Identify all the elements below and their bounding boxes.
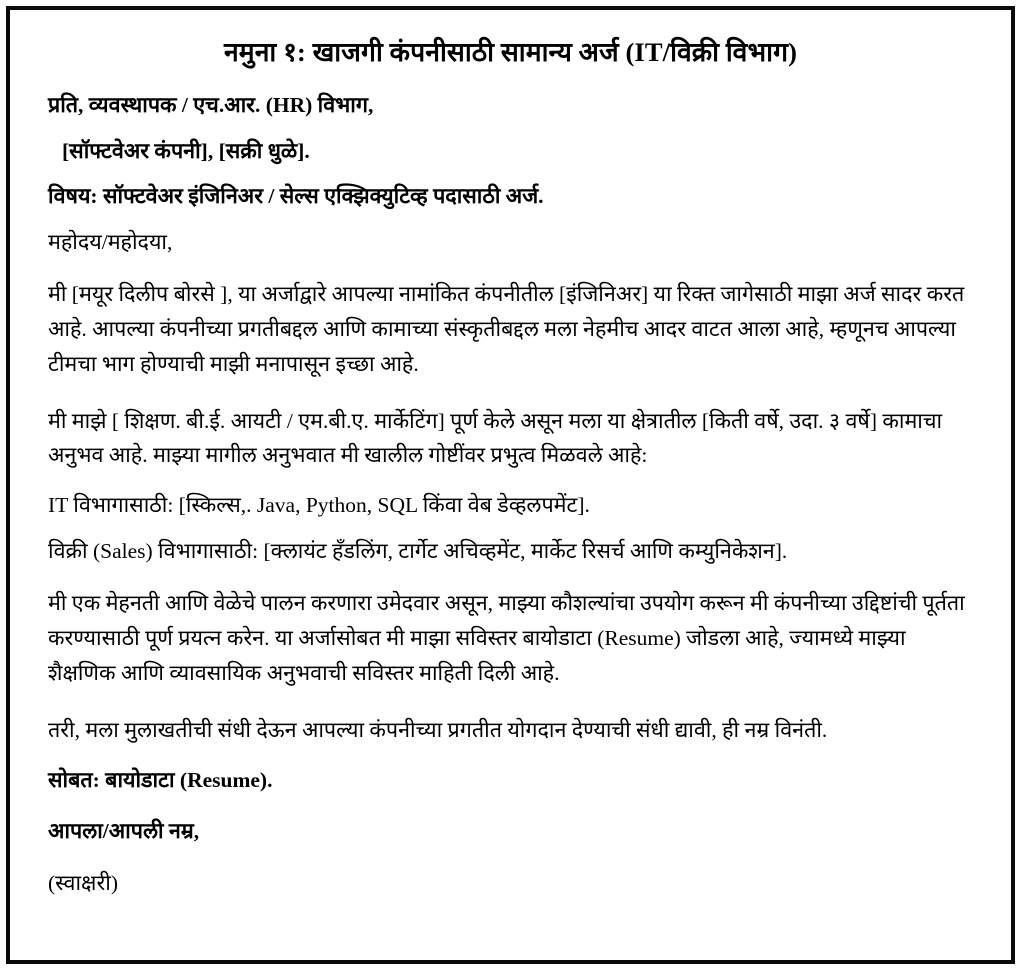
body-paragraph-3: मी एक मेहनती आणि वेळेचे पालन करणारा उमेदवार असून, माझ्या कौशल्यांचा उपयोग करून मी कंपनीच्या उद्दिष्टांची पूर्तता करण्यासाठी पूर्ण प्रयत्न करेन. या अर्जासोबत मी माझा सविस्तर बायोडाटा (Resume) जोडला आहे, ज्यामध्ये माझ्या शैक्षणिक आणि व्यावसायिक अनुभवाची सविस्तर माहिती दिली आहे. — [48, 591, 965, 685]
body-paragraph-2: मी माझे [ शिक्षण. बी.ई. आयटी / एम.बी.ए. मार्केटिंग] पूर्ण केले असून मला या क्षेत्रातील [किती वर्षे, उदा. ३ वर्षे] कामाचा अनुभव आहे. माझ्या मागील अनुभवात मी खालील गोष्टींवर प्रभुत्व मिळवले आहे: — [48, 408, 943, 468]
salutation: महोदय/महोदया, — [48, 229, 173, 254]
page-title: नमुना १: खाजगी कंपनीसाठी सामान्य अर्ज (IT/विक्री विभाग) — [223, 37, 798, 67]
recipient-line-1: प्रति, व्यवस्थापक / एच.आर. (HR) विभाग, — [48, 93, 374, 118]
subject-line: विषय: सॉफ्टवेअर इंजिनिअर / सेल्स एक्झिक्युटिव्ह पदासाठी अर्ज. — [48, 184, 544, 209]
document-frame — [6, 6, 1015, 964]
closing-line: आपला/आपली नम्र, — [48, 819, 200, 844]
skills-sales-line: विक्री (Sales) विभागासाठी: [क्लायंट हँडलिंग, टार्गेट अचिव्हमेंट, मार्केट रिसर्च आणि कम्युनिकेशन]. — [48, 538, 788, 563]
enclosure-line: सोबत: बायोडाटा (Resume). — [48, 767, 273, 792]
body-paragraph-4: तरी, मला मुलाखतीची संधी देऊन आपल्या कंपनीच्या प्रगतीत योगदान देण्याची संधी द्यावी, ही नम्र विनंती. — [48, 717, 828, 742]
signature-block — [48, 767, 973, 895]
recipient-block — [48, 95, 973, 162]
skills-it-line: IT विभागासाठी: [स्किल्स,. Java, Python, SQL किंवा वेब डेव्हलपमेंट]. — [48, 493, 590, 518]
recipient-line-2: [सॉफ्टवेअर कंपनी], [सक्री धुळे]. — [62, 138, 310, 163]
signature-line: (स्वाक्षरी) — [48, 870, 118, 895]
body-paragraph-1: मी [मयूर दिलीप बोरसे ], या अर्जाद्वारे आपल्या नामांकित कंपनीतील [इंजिनिअर] या रिक्त जागेसाठी माझा अर्ज सादर करत आहे. आपल्या कंपनीच्या प्रगतीबद्दल आणि कामाच्या संस्कृतीबद्दल मला नेहमीच आदर वाटत आला आहे, म्हणूनच आपल्या टीमचा भाग होण्याची माझी मनापासून इच्छा आहे. — [48, 282, 965, 376]
